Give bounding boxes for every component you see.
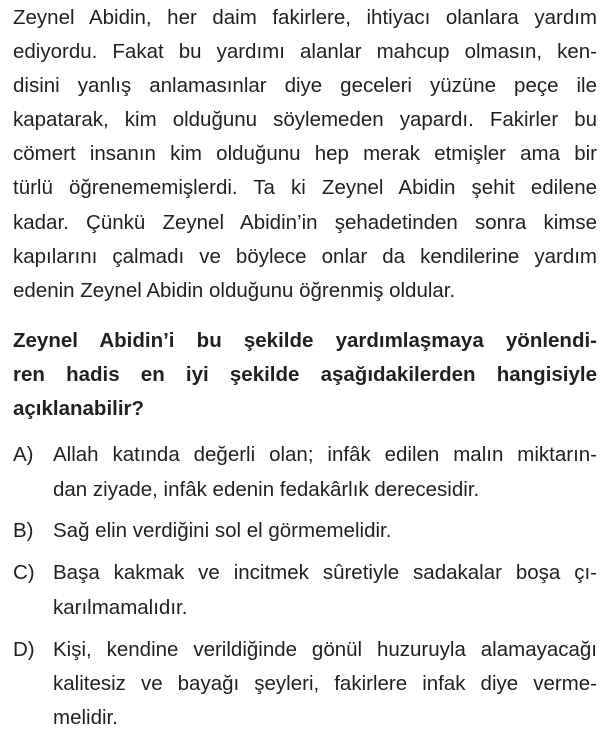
- passage-line: kadar. Çünkü Zeynel Abidin’in şehadetinden sonra kimse: [13, 211, 597, 234]
- passage-line: ediyordu. Fakat bu yardımı alanlar mahcup olmasın, ken-: [13, 40, 597, 63]
- option-text-line: Allah katında değerli olan; infâk edilen malın miktarın-: [53, 443, 597, 466]
- passage-line: kapatarak, kim olduğunu söylemeden yapardı. Fakirler bu: [13, 108, 597, 131]
- passage-line: türlü öğrenememişlerdi. Ta ki Zeynel Abidin şehit edilene: [13, 176, 597, 199]
- question-line: açıklanabilir?: [13, 397, 145, 420]
- option-letter: A): [13, 443, 34, 466]
- option-letter: D): [13, 638, 35, 661]
- passage-line: cömert insanın kim olduğunu hep merak etmişler ama bir: [13, 142, 597, 165]
- option-text-line: Sağ elin verdiğini sol el görmemelidir.: [53, 519, 392, 542]
- option-text-line: Kişi, kendine verildiğinde gönül huzuruyla alamayacağı: [53, 638, 597, 661]
- option-text-line: kalitesiz ve bayağı şeyleri, fakirlere infak diye verme-: [53, 672, 597, 695]
- option-text-line: dan ziyade, infâk edenin fedakârlık derecesidir.: [53, 478, 480, 501]
- question-line: Zeynel Abidin’i bu şekilde yardımlaşmaya yönlendi-: [13, 329, 597, 352]
- passage-line: disini yanlış anlamasınlar diye geceleri yüzüne peçe ile: [13, 74, 597, 97]
- option-text-line: karılmamalıdır.: [53, 596, 188, 619]
- question-line: ren hadis en iyi şekilde aşağıdakilerden hangisiyle: [13, 363, 597, 386]
- option-letter: B): [13, 519, 34, 542]
- passage-line: edenin Zeynel Abidin olduğunu öğrenmiş oldular.: [13, 279, 456, 302]
- option-letter: C): [13, 561, 35, 584]
- passage-line: Zeynel Abidin, her daim fakirlere, ihtiyacı olanlara yardım: [13, 6, 597, 29]
- option-text-line: Başa kakmak ve incitmek sûretiyle sadakalar boşa çı-: [53, 561, 597, 584]
- passage-line: kapılarını çalmadı ve böylece onlar da kendilerine yardım: [13, 245, 597, 268]
- option-text-line: melidir.: [53, 706, 118, 729]
